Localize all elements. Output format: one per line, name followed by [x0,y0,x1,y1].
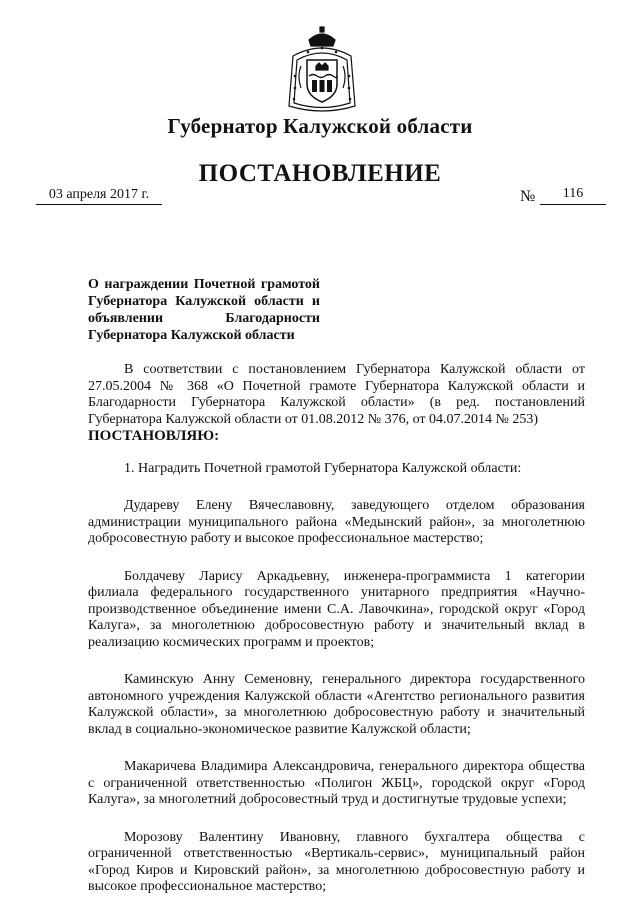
document-body [88,362,585,896]
document-number: 116 [540,186,606,205]
awardee-paragraph: Макаричева Владимира Александровича, генерального директора общества с ограниченной ответственностью «Полигон ЖБЦ», городской округ «Город Калуга», за многолетний добросовестный труд и достигнутые трудовые успехи; [88,759,585,807]
awardee-paragraph: Морозову Валентину Ивановну, главного бухгалтера общества с ограниченной ответственностью «Вертикаль-сервис», муниципальный район «Город Киров и Кировский район», за многолетнюю добросовестную работу и высокое профессиональное мастерство; [88,829,585,894]
awardee-paragraph: Болдачеву Ларису Аркадьевну, инженера-программиста 1 категории филиала федерального государственного унитарного предприятия «Научно-производственное объединение имени С.А. Лавочкина», городской округ «Город Калуга», за многолетнюю добросовестную работу и значительный вклад в реализацию космических программ и проектов; [88,568,585,650]
decree-heading: ПОСТАНОВЛЯЮ: [88,428,220,444]
document-type: ПОСТАНОВЛЕНИЕ [198,160,442,187]
number-sign: № [520,188,536,205]
awardee-paragraph: Дудареву Елену Вячеславовну, заведующего отделом образования администрации муниципального района «Медынский район», за многолетнюю добросовестную работу и высокое профессиональное мастерство; [88,498,585,546]
issuing-authority: Губернатор Калужской области [167,114,473,138]
preamble-paragraph: В соответствии с постановлением Губернатора Калужской области от 27.05.2004 № 368 «О Почетной грамоте Губернатора Калужской области и Благодарности Губернатора Калужской области» (в ред. постановлений Губернатора Калужской области от 01.08.2012 № 376, от 04.07.2014 № 253) [88,362,585,427]
document-subject: О награждении Почетной грамотой Губернатора Калужской области и объявлении Благодарности Губернатора Калужской области [88,277,320,343]
awardee-paragraph: Каминскую Анну Семеновну, генерального директора государственного автономного учреждения Калужской области «Агентство регионального развития Калужской области», за многолетнюю добросовестную работу и значительный вклад в социально-экономическое развитие Калужской области; [88,672,585,737]
document-date: 03 апреля 2017 г. [36,187,162,205]
item-1-paragraph: 1. Наградить Почетной грамотой Губернатора Калужской области: [124,460,522,476]
coat-of-arms-emblem [283,26,361,116]
